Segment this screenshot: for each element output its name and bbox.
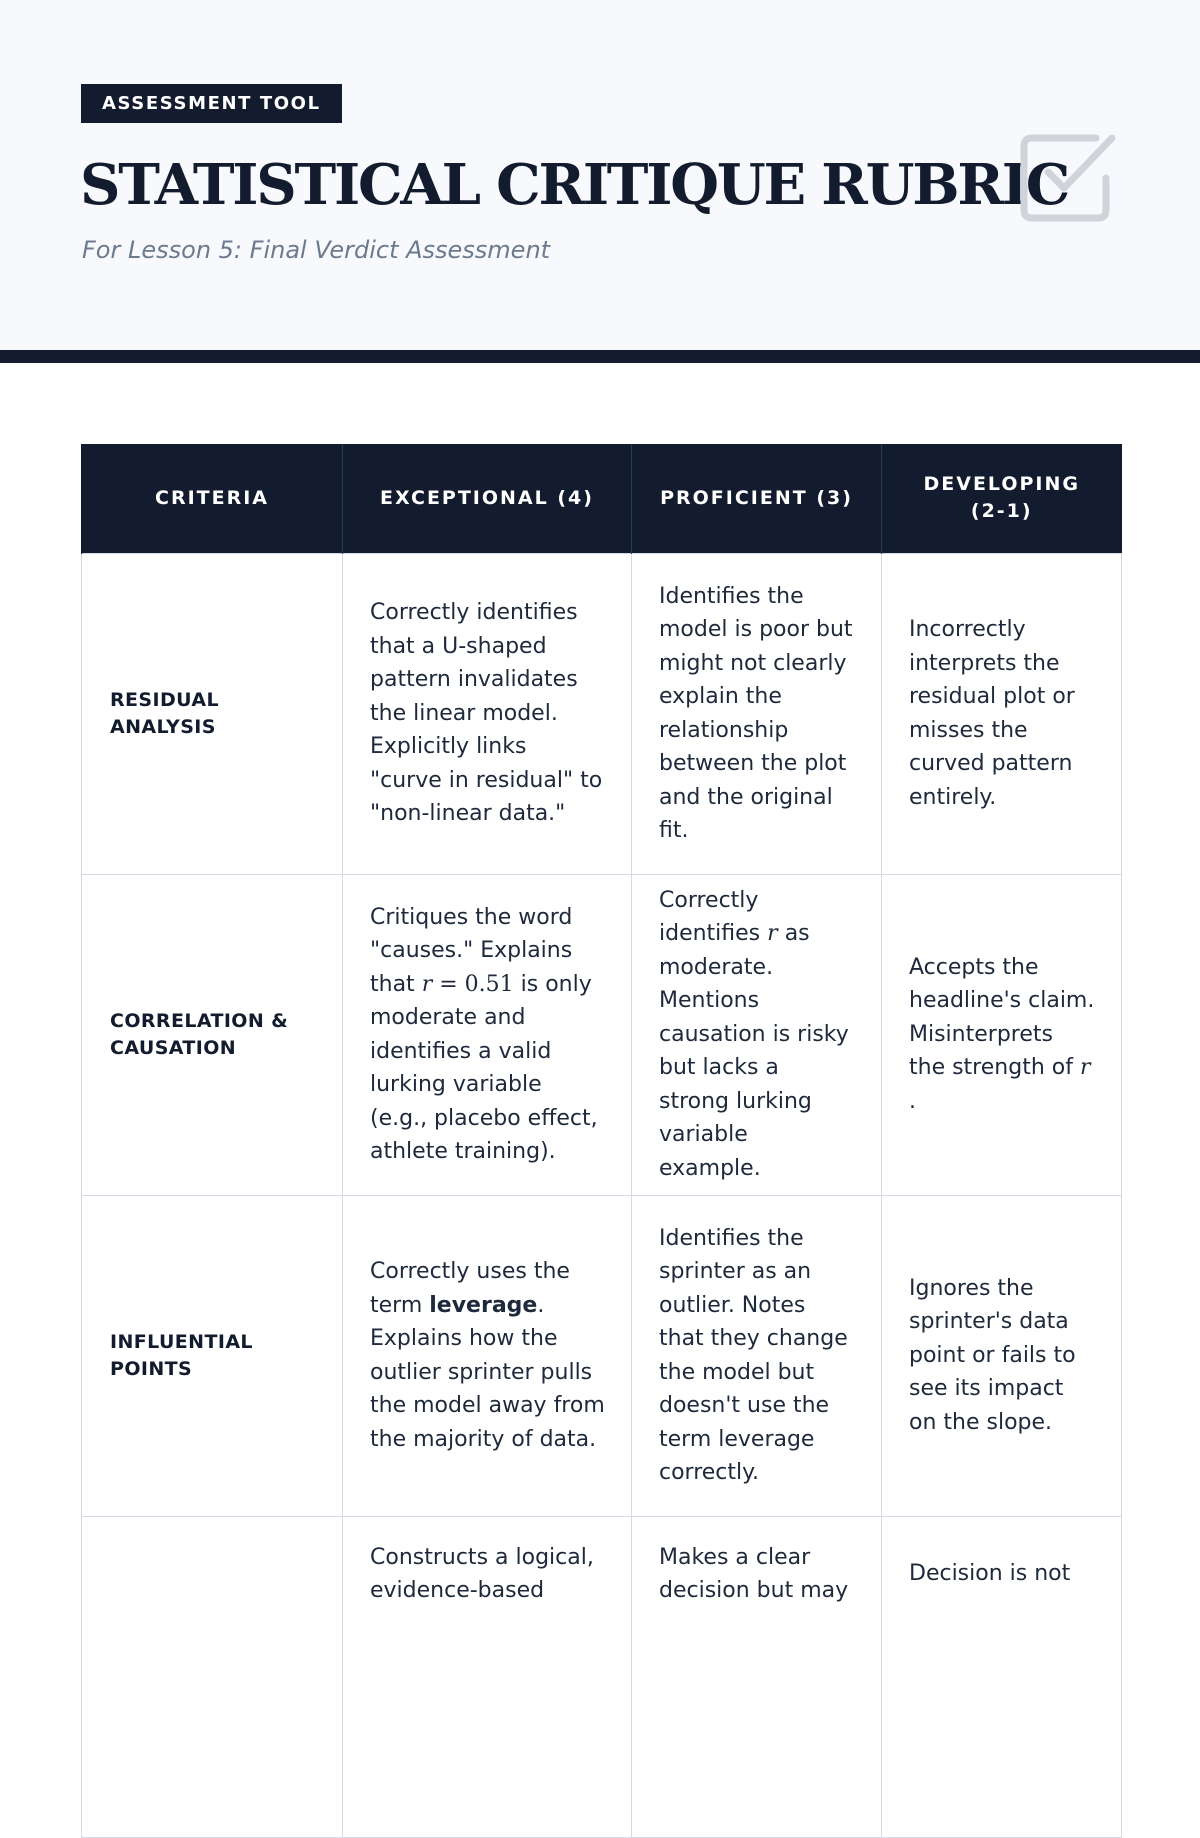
rubric-table-container <box>81 444 1121 1838</box>
assessment-tag: ASSESSMENT TOOL <box>81 84 342 123</box>
r-equation <box>422 972 514 997</box>
exceptional-text-start: Critiques the word "causes." Explains that <box>370 904 573 997</box>
column-header-criteria: CRITERIA <box>82 444 343 553</box>
exceptional-text-end: . Explains how the outlier sprinter pulls the model away from the majority of data. <box>370 1292 605 1452</box>
checkbox-check-icon <box>1018 128 1118 224</box>
developing-cell: Incorrectly interprets the residual plot or misses the curved pattern entirely. <box>882 553 1122 874</box>
rubric-table <box>81 444 1122 1838</box>
criteria-label: CORRELATION & CAUSATION <box>110 1009 289 1059</box>
r-symbol <box>767 921 778 946</box>
r-variable: r <box>421 971 433 997</box>
exceptional-cell <box>343 874 632 1195</box>
exceptional-text-start: Correctly uses the term <box>370 1259 570 1318</box>
table-header-row <box>82 444 1122 553</box>
proficient-text-start: Correctly identifies <box>659 887 761 947</box>
developing-text-start: Accepts the headline's claim. Misinterprets the strength of <box>909 954 1095 1081</box>
proficient-cell: Identifies the model is poor but might not clearly explain the relationship between the plot and the original fit. <box>632 553 882 874</box>
table-row <box>82 874 1122 1195</box>
developing-text: Decision is not <box>909 1560 1071 1586</box>
column-header-exceptional: EXCEPTIONAL (4) <box>343 444 632 553</box>
page-title: STATISTICAL CRITIQUE RUBRIC <box>80 152 1069 218</box>
table-row <box>82 1516 1122 1837</box>
criteria-label: RESIDUAL ANALYSIS <box>110 688 219 738</box>
table-row <box>82 553 1122 874</box>
exceptional-cell: Correctly identifies that a U-shaped pattern invalidates the linear model. Explicitly links "curve in residual" to "non-linear data." <box>343 553 632 874</box>
table-row <box>82 1195 1122 1516</box>
developing-cell <box>882 874 1122 1195</box>
r-symbol <box>1080 1055 1091 1080</box>
exceptional-cell: Constructs a logical, evidence-based <box>343 1516 632 1837</box>
exceptional-text-end: is only moderate and identifies a valid lurking variable (e.g., placebo effect, athlete training). <box>370 971 598 1164</box>
r-value: = 0.51 <box>432 971 514 997</box>
header-divider <box>0 350 1200 363</box>
proficient-text-end: as moderate. Mentions causation is risky but lacks a strong lurking variable example. <box>659 921 849 1181</box>
criteria-label: INFLUENTIAL POINTS <box>110 1330 253 1380</box>
r-variable: r <box>1079 1055 1091 1081</box>
r-variable: r <box>767 921 778 947</box>
exceptional-cell <box>343 1195 632 1516</box>
criteria-cell <box>82 1516 343 1837</box>
developing-cell: Ignores the sprinter's data point or fails to see its impact on the slope. <box>882 1195 1122 1516</box>
page-subtitle: For Lesson 5: Final Verdict Assessment <box>82 236 551 264</box>
developing-text-end: . <box>909 1088 916 1114</box>
column-header-proficient: PROFICIENT (3) <box>632 444 882 553</box>
proficient-cell <box>632 874 882 1195</box>
column-header-developing <box>882 444 1122 553</box>
developing-cell <box>882 1516 1122 1837</box>
proficient-cell: Makes a clear decision but may <box>632 1516 882 1837</box>
criteria-cell <box>82 553 343 874</box>
proficient-cell: Identifies the sprinter as an outlier. Notes that they change the model but doesn't use the term leverage correctly. <box>632 1195 882 1516</box>
criteria-cell <box>82 1195 343 1516</box>
leverage-term: leverage <box>429 1292 538 1318</box>
column-header-developing-label: DEVELOPING (2-1) <box>923 473 1080 523</box>
criteria-cell <box>82 874 343 1195</box>
